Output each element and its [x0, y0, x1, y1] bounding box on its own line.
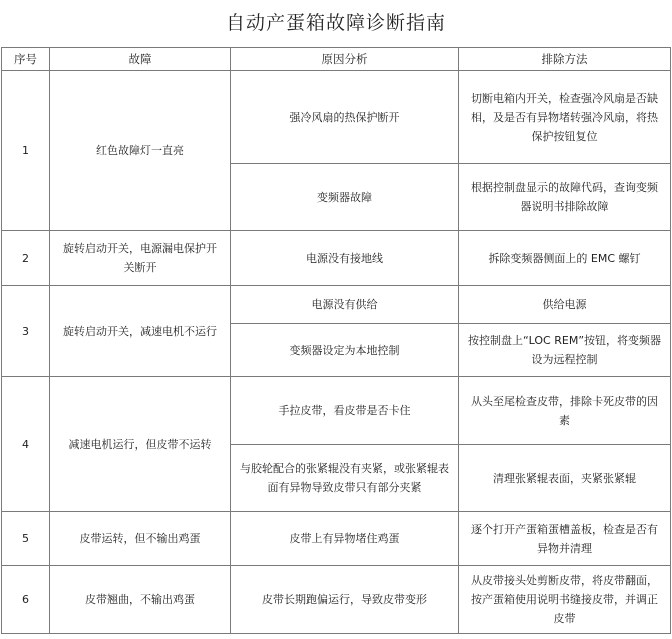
table-row [2, 231, 671, 286]
header-fix: 排除方法 [459, 48, 671, 71]
fix-cell: 供给电源 [459, 286, 671, 324]
cause-cell: 变频器故障 [231, 164, 459, 231]
header-cause: 原因分析 [231, 48, 459, 71]
fault-cell: 红色故障灯一直亮 [50, 71, 231, 231]
cause-cell: 变频器设定为本地控制 [231, 324, 459, 377]
fix-cell: 逐个打开产蛋箱蛋槽盖板，检查是否有异物并清理 [459, 512, 671, 566]
row-number: 4 [2, 377, 50, 512]
fault-cell: 旋转启动开关，减速电机不运行 [50, 286, 231, 377]
table-row [2, 512, 671, 566]
row-number: 1 [2, 71, 50, 231]
fix-cell: 从皮带接头处剪断皮带，将皮带翻面，按产蛋箱使用说明书缝接皮带，并调正皮带 [459, 566, 671, 634]
row-number: 2 [2, 231, 50, 286]
troubleshooting-table [1, 47, 671, 634]
row-number: 5 [2, 512, 50, 566]
fault-cell: 皮带翘曲，不输出鸡蛋 [50, 566, 231, 634]
cause-cell: 与胶轮配合的张紧辊没有夹紧，或张紧辊表面有异物导致皮带只有部分夹紧 [231, 445, 459, 512]
header-fault: 故障 [50, 48, 231, 71]
header-no: 序号 [2, 48, 50, 71]
cause-cell: 电源没有供给 [231, 286, 459, 324]
table-header-row [2, 48, 671, 71]
fix-cell: 清理张紧辊表面，夹紧张紧辊 [459, 445, 671, 512]
fix-cell: 拆除变频器侧面上的 EMC 螺钉 [459, 231, 671, 286]
fix-cell: 根据控制盘显示的故障代码，查询变频器说明书排除故障 [459, 164, 671, 231]
table-row [2, 71, 671, 164]
cause-cell: 皮带上有异物堵住鸡蛋 [231, 512, 459, 566]
fault-cell: 皮带运转，但不输出鸡蛋 [50, 512, 231, 566]
table-row [2, 286, 671, 324]
row-number: 6 [2, 566, 50, 634]
table-row [2, 377, 671, 445]
row-number: 3 [2, 286, 50, 377]
table-row [2, 566, 671, 634]
cause-cell: 强冷风扇的热保护断开 [231, 71, 459, 164]
cause-cell: 皮带长期跑偏运行，导致皮带变形 [231, 566, 459, 634]
fix-cell: 切断电箱内开关，检查强冷风扇是否缺相，及是否有异物堵转强冷风扇，将热保护按钮复位 [459, 71, 671, 164]
cause-cell: 电源没有接地线 [231, 231, 459, 286]
page-title: 自动产蛋箱故障诊断指南 [225, 12, 446, 34]
fix-cell: 从头至尾检查皮带，排除卡死皮带的因素 [459, 377, 671, 445]
fault-cell: 减速电机运行，但皮带不运转 [50, 377, 231, 512]
fix-cell: 按控制盘上“LOC REM”按钮，将变频器设为远程控制 [459, 324, 671, 377]
cause-cell: 手拉皮带，看皮带是否卡住 [231, 377, 459, 445]
fault-cell: 旋转启动开关，电源漏电保护开关断开 [50, 231, 231, 286]
